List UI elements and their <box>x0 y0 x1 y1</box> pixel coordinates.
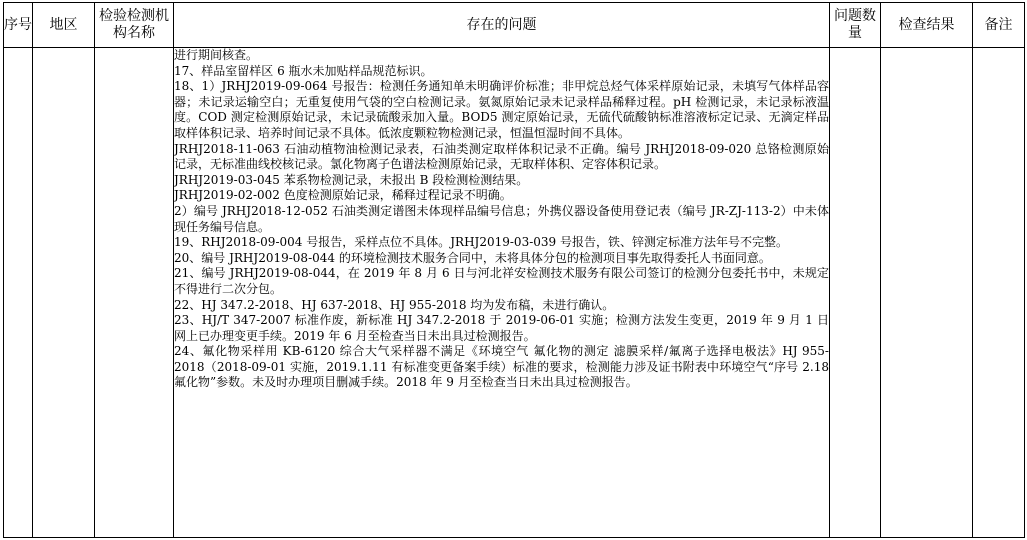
issue-line: 进行期间核查。 <box>174 48 259 62</box>
issue-line: 18、1）JRHJ2019-09-064 号报告：检测任务通知单未明确评价标准；非甲烷总烃气体采样原始记录，未填写气体样品容器；未记录运输空白；无重复使用气袋的空白检测记录。氨氮原始记录未记录样品稀释过程。pH 检测记录，未记录标液温度。COD 测定检测原始记录，未记录硫酸汞加入量。BOD5 测定原始记录，无硫代硫酸钠标准溶液标定记录、无滴定样品取样体积记录、培养时间记录不具体。低浓度颗粒物检测记录，恒温恒湿时间不具体。 <box>174 79 829 140</box>
header-row <box>4 3 1025 48</box>
issue-line: 21、编号 JRHJ2019-08-044，在 2019 年 8 月 6 日与河北祥安检测技术服务有限公司签订的检测分包委托书中，未规定不得进行二次分包。 <box>174 266 829 296</box>
header-region: 地区 <box>33 3 95 48</box>
cell-result <box>881 48 973 538</box>
issue-line: 20、编号 JRHJ2019-08-044 的环境检测技术服务合同中，未将具体分包的检测项目事先取得委托人书面同意。 <box>174 250 771 265</box>
issue-line: JRHJ2019-02-002 色度检测原始记录，稀释过程记录不明确。 <box>174 188 512 203</box>
cell-region <box>33 48 95 538</box>
header-no: 序号 <box>4 3 33 48</box>
cell-count <box>830 48 881 538</box>
header-result: 检查结果 <box>881 3 973 48</box>
header-remarks: 备注 <box>973 3 1025 48</box>
issue-line: JRHJ2018-11-063 石油动植物油检测记录表，石油类测定取样体积记录不正确。编号 JRHJ2018-09-020 总铬检测原始记录，无标准曲线校核记录。氯化物离子色谱法检测原始记录，无取样体积、定容体积记录。 <box>174 141 829 172</box>
issue-line: JRHJ2019-03-045 苯系物检测记录，未报出 B 段检测检测结果。 <box>174 172 529 187</box>
header-count: 问题数量 <box>830 3 881 48</box>
issue-line: 22、HJ 347.2-2018、HJ 637-2018、HJ 955-2018 均为发布稿，未进行确认。 <box>174 297 615 312</box>
issue-line: 23、HJ/T 347-2007 标准作废，新标准 HJ 347.2-2018 于 2019-06-01 实施；检测方法发生变更，2019 年 9 月 1 日网上已办理变更手续。2019 年 6 月至检查当日未出具过检测报告。 <box>174 313 829 343</box>
header-issues: 存在的问题 <box>174 3 830 48</box>
cell-issues <box>174 48 830 538</box>
cell-remarks <box>973 48 1025 538</box>
cell-no <box>4 48 33 538</box>
issue-line: 19、RHJ2018-09-004 号报告，采样点位不具体。JRHJ2019-03-039 号报告，铁、锌测定标准方法年号不完整。 <box>174 235 788 250</box>
issue-line: 24、氟化物采样用 KB-6120 综合大气采样器不满足《环境空气 氟化物的测定 滤膜采样/氟离子选择电极法》HJ 955-2018（2018-09-01 实施，2019.1.11 有标准变更备案手续）标准的要求，检测能力涉及证书附表中环境空气“序号 2.18 氟化物”参数。未及时办理项目删减手续。2018 年 9 月至检查当日未出具过检测报告。 <box>174 344 829 390</box>
inspection-table <box>3 2 1025 538</box>
issue-line: 17、样品室留样区 6 瓶水未加贴样品规范标识。 <box>174 63 433 78</box>
header-institution: 检验检测机构名称 <box>95 3 174 48</box>
cell-institution <box>95 48 174 538</box>
table-row <box>4 48 1025 538</box>
issue-line: 2）编号 JRHJ2018-12-052 石油类测定谱图未体现样品编号信息；外携仪器设备使用登记表（编号 JR-ZJ-113-2）中未体现任务编号信息。 <box>174 203 829 234</box>
